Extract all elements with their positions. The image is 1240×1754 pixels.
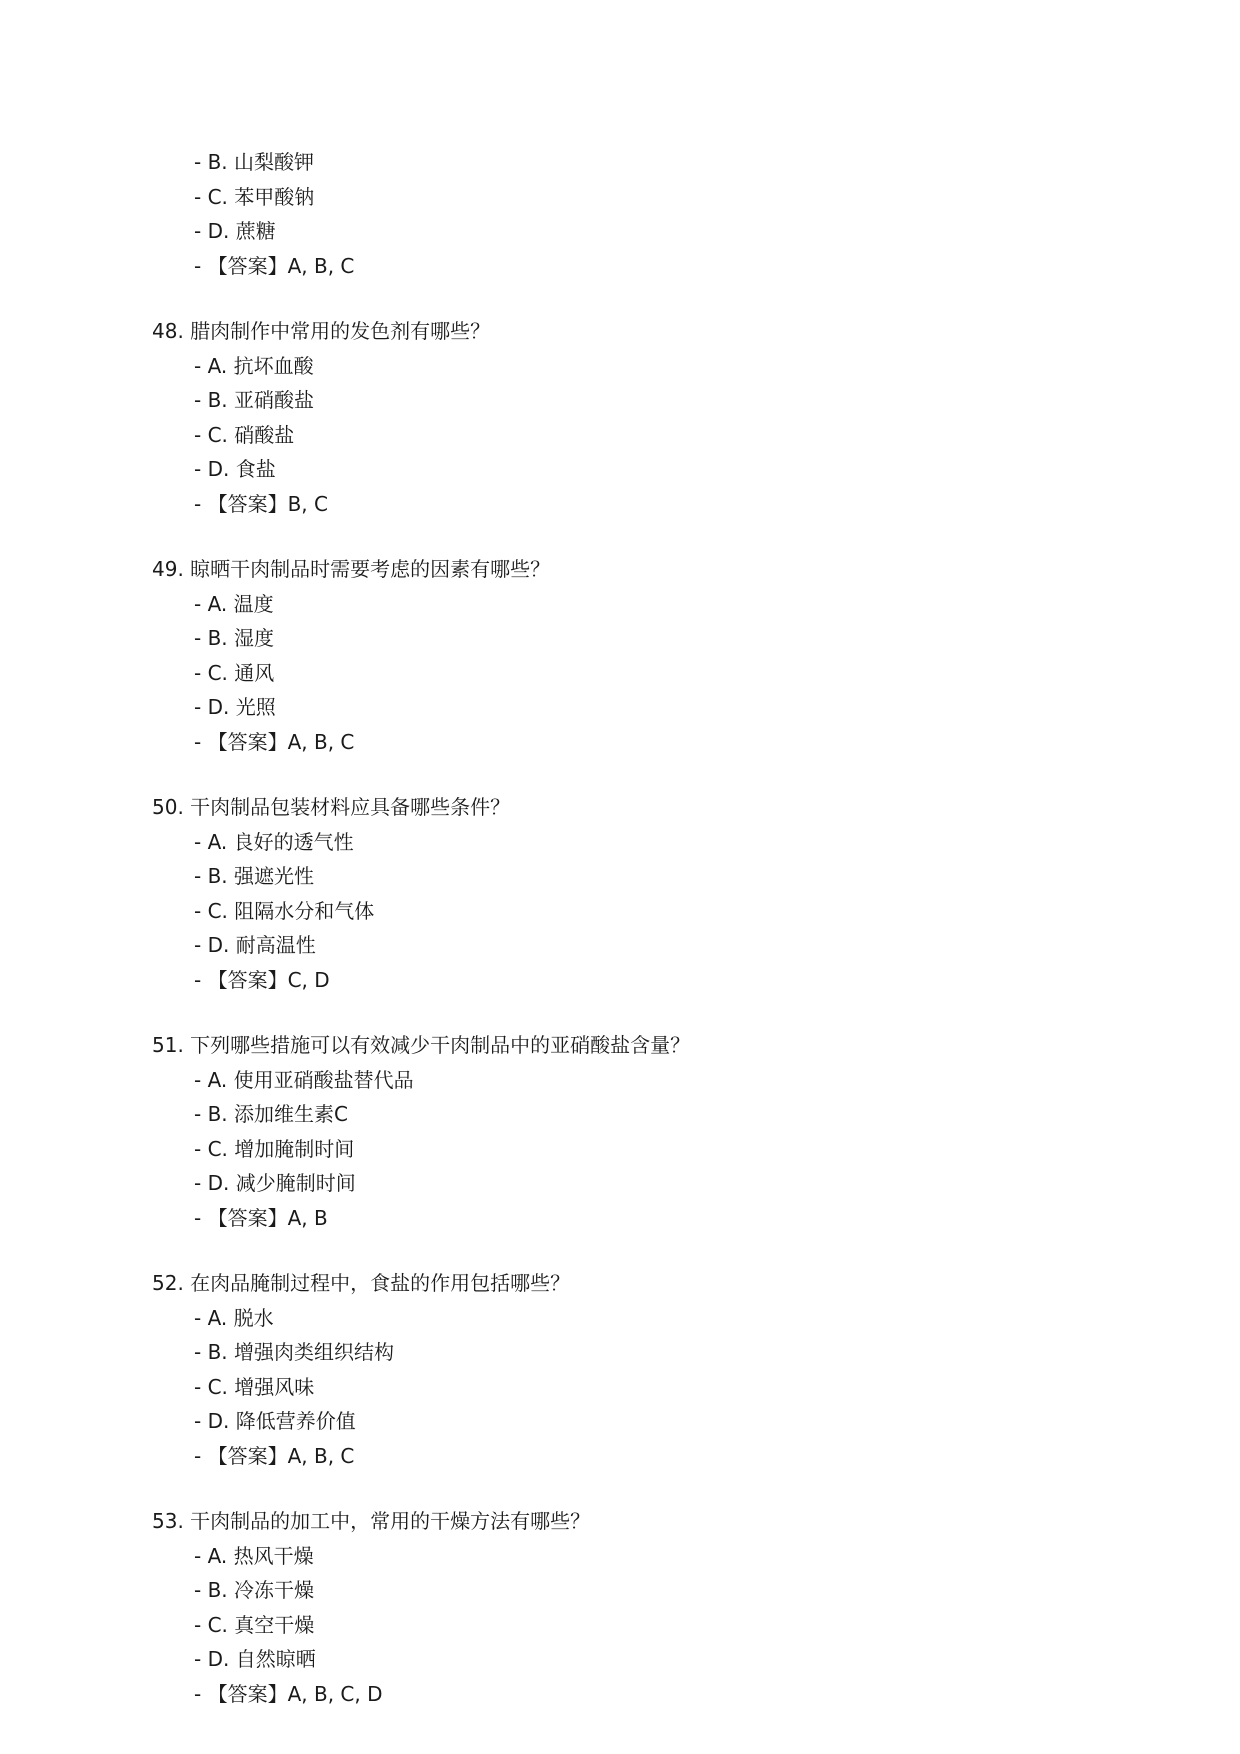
option-d: - D. 光照 xyxy=(194,695,276,719)
answer-line: - 【答案】A, B, C, D xyxy=(194,1681,383,1706)
question-title: 49. 晾晒干肉制品时需要考虑的因素有哪些？ xyxy=(152,557,551,581)
option-c: - C. 增强风味 xyxy=(194,1374,315,1399)
question-50 xyxy=(152,790,1112,997)
option-a: - A. 脱水 xyxy=(194,1305,274,1330)
question-title: 52. 在肉品腌制过程中，食盐的作用包括哪些？ xyxy=(152,1271,571,1295)
option-b: - B. 冷冻干燥 xyxy=(194,1578,315,1602)
question-title: 53. 干肉制品的加工中，常用的干燥方法有哪些？ xyxy=(152,1509,591,1533)
answer-line: - 【答案】A, B xyxy=(194,1205,328,1230)
question-47-continuation xyxy=(152,145,1112,283)
option-c: - C. 硝酸盐 xyxy=(194,422,295,447)
option-b: - B. 湿度 xyxy=(194,626,275,650)
option-a: - A. 温度 xyxy=(194,591,274,616)
option-d: - D. 降低营养价值 xyxy=(194,1409,356,1433)
option-c: - C. 增加腌制时间 xyxy=(194,1136,355,1161)
question-48 xyxy=(152,314,1112,521)
question-title: 48. 腊肉制作中常用的发色剂有哪些？ xyxy=(152,319,491,343)
question-title: 50. 干肉制品包装材料应具备哪些条件？ xyxy=(152,795,511,819)
option-d: - D. 蔗糖 xyxy=(194,219,276,243)
question-49 xyxy=(152,552,1112,759)
answer-line: - 【答案】C, D xyxy=(194,967,330,992)
option-b: - B. 强遮光性 xyxy=(194,864,315,888)
option-b: - B. 添加维生素C xyxy=(194,1102,348,1126)
option-a: - A. 使用亚硝酸盐替代品 xyxy=(194,1067,414,1092)
option-c: - C. 苯甲酸钠 xyxy=(194,184,315,209)
answer-line: - 【答案】A, B, C xyxy=(194,1443,355,1468)
question-list xyxy=(152,145,1112,1711)
option-d: - D. 食盐 xyxy=(194,457,276,481)
option-d: - D. 耐高温性 xyxy=(194,933,316,957)
option-a: - A. 热风干燥 xyxy=(194,1543,314,1568)
option-b: - B. 增强肉类组织结构 xyxy=(194,1340,395,1364)
option-b: - B. 亚硝酸盐 xyxy=(194,388,315,412)
answer-line: - 【答案】B, C xyxy=(194,491,328,516)
question-51 xyxy=(152,1028,1112,1235)
option-c: - C. 通风 xyxy=(194,660,275,685)
answer-line: - 【答案】A, B, C xyxy=(194,729,355,754)
question-53 xyxy=(152,1504,1112,1711)
option-a: - A. 抗坏血酸 xyxy=(194,353,314,378)
option-d: - D. 减少腌制时间 xyxy=(194,1171,356,1195)
option-b: - B. 山梨酸钾 xyxy=(194,150,315,174)
option-c: - C. 真空干燥 xyxy=(194,1612,315,1637)
question-title: 51. 下列哪些措施可以有效减少干肉制品中的亚硝酸盐含量？ xyxy=(152,1033,691,1057)
question-52 xyxy=(152,1266,1112,1473)
answer-line: - 【答案】A, B, C xyxy=(194,253,355,278)
option-d: - D. 自然晾晒 xyxy=(194,1647,316,1671)
option-c: - C. 阻隔水分和气体 xyxy=(194,898,375,923)
option-a: - A. 良好的透气性 xyxy=(194,829,354,854)
